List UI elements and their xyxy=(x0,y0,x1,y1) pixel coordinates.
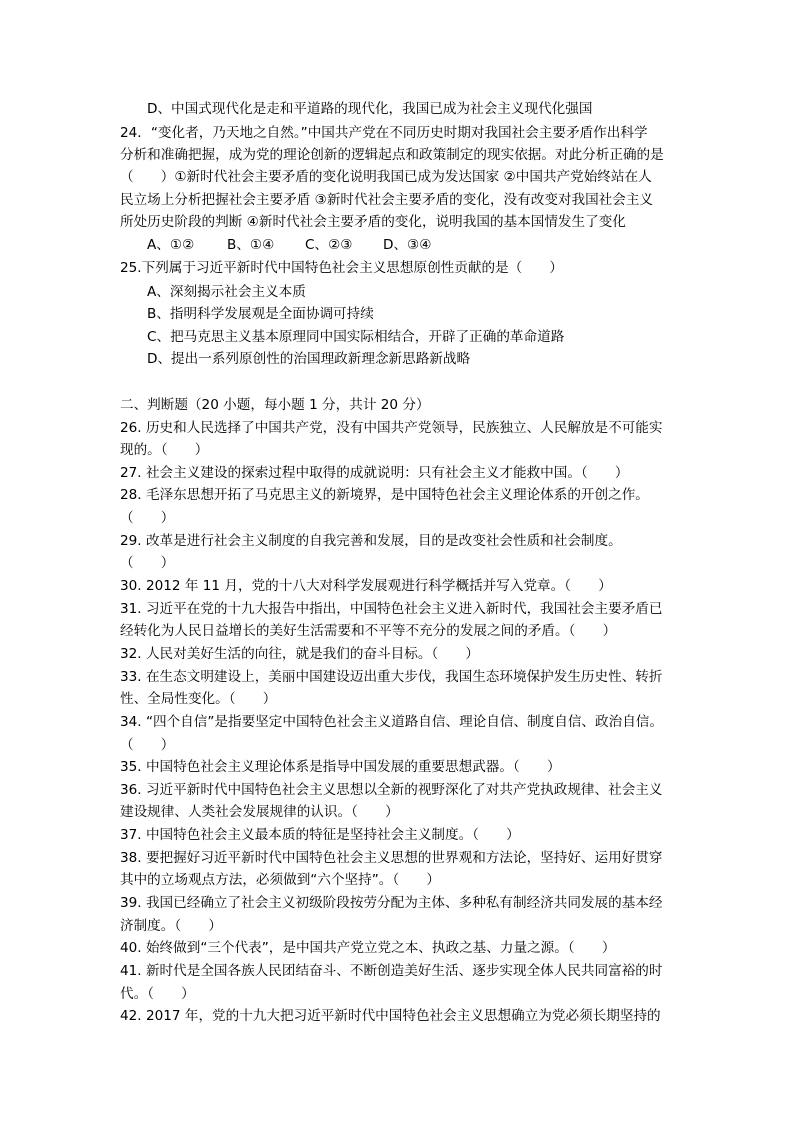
tf-q38-line-2: 其中的立场观点方法，必须做到“六个坚持”。（ ） xyxy=(120,872,440,888)
tf-q28-line-1: 28. 毛泽东思想开拓了马克思主义的新境界，是中国特色社会主义理论体系的开创之作。 xyxy=(120,487,649,503)
tf-q36-line-2: 建设规律、人类社会发展规律的认识。（ ） xyxy=(120,804,399,820)
tf-q41-line-2: 代。（ ） xyxy=(120,986,195,1002)
tf-q32: 32. 人民对美好生活的向往，就是我们的奋斗目标。（ ） xyxy=(120,646,479,662)
tf-q40: 40. 始终做到“三个代表”，是中国共产党立党之本、执政之基、力量之源。（ ） xyxy=(120,940,616,956)
q24-choice-b: B、①④ xyxy=(227,237,275,253)
tf-q33-line-2: 性、全局性变化。（ ） xyxy=(120,691,277,707)
tf-q38-line-1: 38. 要把握好习近平新时代中国特色社会主义思想的世界观和方法论，坚持好、运用好贯穿 xyxy=(120,850,663,866)
q25-option-b: B、指明科学发展观是全面协调可持续 xyxy=(147,306,374,322)
tf-q26-line-1: 26. 历史和人民选择了中国共产党，没有中国共产党领导，民族独立、人民解放是不可能实 xyxy=(120,420,663,436)
tf-q36-line-1: 36. 习近平新时代中国特色社会主义思想以全新的视野深化了对共产党执政规律、社会主义 xyxy=(120,782,663,798)
q25-option-d: D、提出一系列原创性的治国理政新理念新思路新战略 xyxy=(147,351,471,367)
q24-stem-line-4: 民立场上分析把握社会主要矛盾 ③新时代社会主要矛盾的变化，没有改变对我国社会主义 xyxy=(120,192,654,208)
tf-q35: 35. 中国特色社会主义理论体系是指导中国发展的重要思想武器。（ ） xyxy=(120,759,561,775)
tf-q29-line-2: （ ） xyxy=(120,555,175,571)
tf-q28-line-2: （ ） xyxy=(120,510,175,526)
q25-option-a: A、深刻揭示社会主义本质 xyxy=(147,284,306,300)
tf-q34-line-1: 34. “四个自信”是指要坚定中国特色社会主义道路自信、理论自信、制度自信、政治自信。 xyxy=(120,714,663,730)
q24-choice-c: C、②③ xyxy=(305,237,353,253)
q24-choice-d: D、③④ xyxy=(383,237,432,253)
q24-stem-line-5: 所处历史阶段的判断 ④新时代社会主要矛盾的变化，说明我国的基本国情发生了变化 xyxy=(120,214,626,230)
q25-option-c: C、把马克思主义基本原理同中国实际相结合，开辟了正确的革命道路 xyxy=(147,329,565,345)
tf-q31-line-1: 31. 习近平在党的十九大报告中指出，中国特色社会主义进入新时代，我国社会主要矛盾已 xyxy=(120,601,663,617)
q24-choice-a: A、①② xyxy=(147,237,195,253)
tf-q26-line-2: 现的。（ ） xyxy=(120,442,209,458)
tf-q33-line-1: 33. 在生态文明建设上，美丽中国建设迈出重大步伐，我国生态环境保护发生历史性、转折 xyxy=(120,669,663,685)
q24-choices xyxy=(147,236,431,254)
tf-q29-line-1: 29. 改革是进行社会主义制度的自我完善和发展，目的是改变社会性质和社会制度。 xyxy=(120,533,622,549)
tf-q31-line-2: 经转化为人民日益增长的美好生活需要和不平等不充分的发展之间的矛盾。（ ） xyxy=(120,623,617,639)
section-2-heading: 二、判断题（20 小题，每小题 1 分，共计 20 分） xyxy=(120,397,430,413)
tf-q27: 27. 社会主义建设的探索过程中取得的成就说明：只有社会主义才能救中国。（ ） xyxy=(120,465,629,481)
q24-stem-line-1: 24．“变化者，乃天地之自然。”中国共产党在不同历史时期对我国社会主要矛盾作出科学 xyxy=(120,125,648,141)
tf-q34-line-2: （ ） xyxy=(120,737,175,753)
tf-q39-line-2: 济制度。（ ） xyxy=(120,918,222,934)
tf-q42-line-1: 42. 2017 年，党的十九大把习近平新时代中国特色社会主义思想确立为党必须长期坚持的 xyxy=(120,1008,661,1024)
tf-q37: 37. 中国特色社会主义最本质的特征是坚持社会主义制度。（ ） xyxy=(120,827,520,843)
tf-q30: 30. 2012 年 11 月，党的十八大对科学发展观进行科学概括并写入党章。（ ） xyxy=(120,578,612,594)
q24-stem-line-2: 分析和准确把握，成为党的理论创新的逻辑起点和政策制定的现实依据。对此分析正确的是 xyxy=(120,147,664,163)
q23-option-d: D、中国式现代化是走和平道路的现代化，我国已成为社会主义现代化强国 xyxy=(147,101,593,117)
tf-q39-line-1: 39. 我国已经确立了社会主义初级阶段按劳分配为主体、多种私有制经济共同发展的基本经 xyxy=(120,895,663,911)
tf-q41-line-1: 41. 新时代是全国各族人民团结奋斗、不断创造美好生活、逐步实现全体人民共同富裕的时 xyxy=(120,963,663,979)
q25-stem: 25.下列属于习近平新时代中国特色社会主义思想原创性贡献的是（ ） xyxy=(120,260,564,276)
q24-stem-line-3: （ ）①新时代社会主要矛盾的变化说明我国已成为发达国家 ②中国共产党始终站在人 xyxy=(120,169,652,185)
